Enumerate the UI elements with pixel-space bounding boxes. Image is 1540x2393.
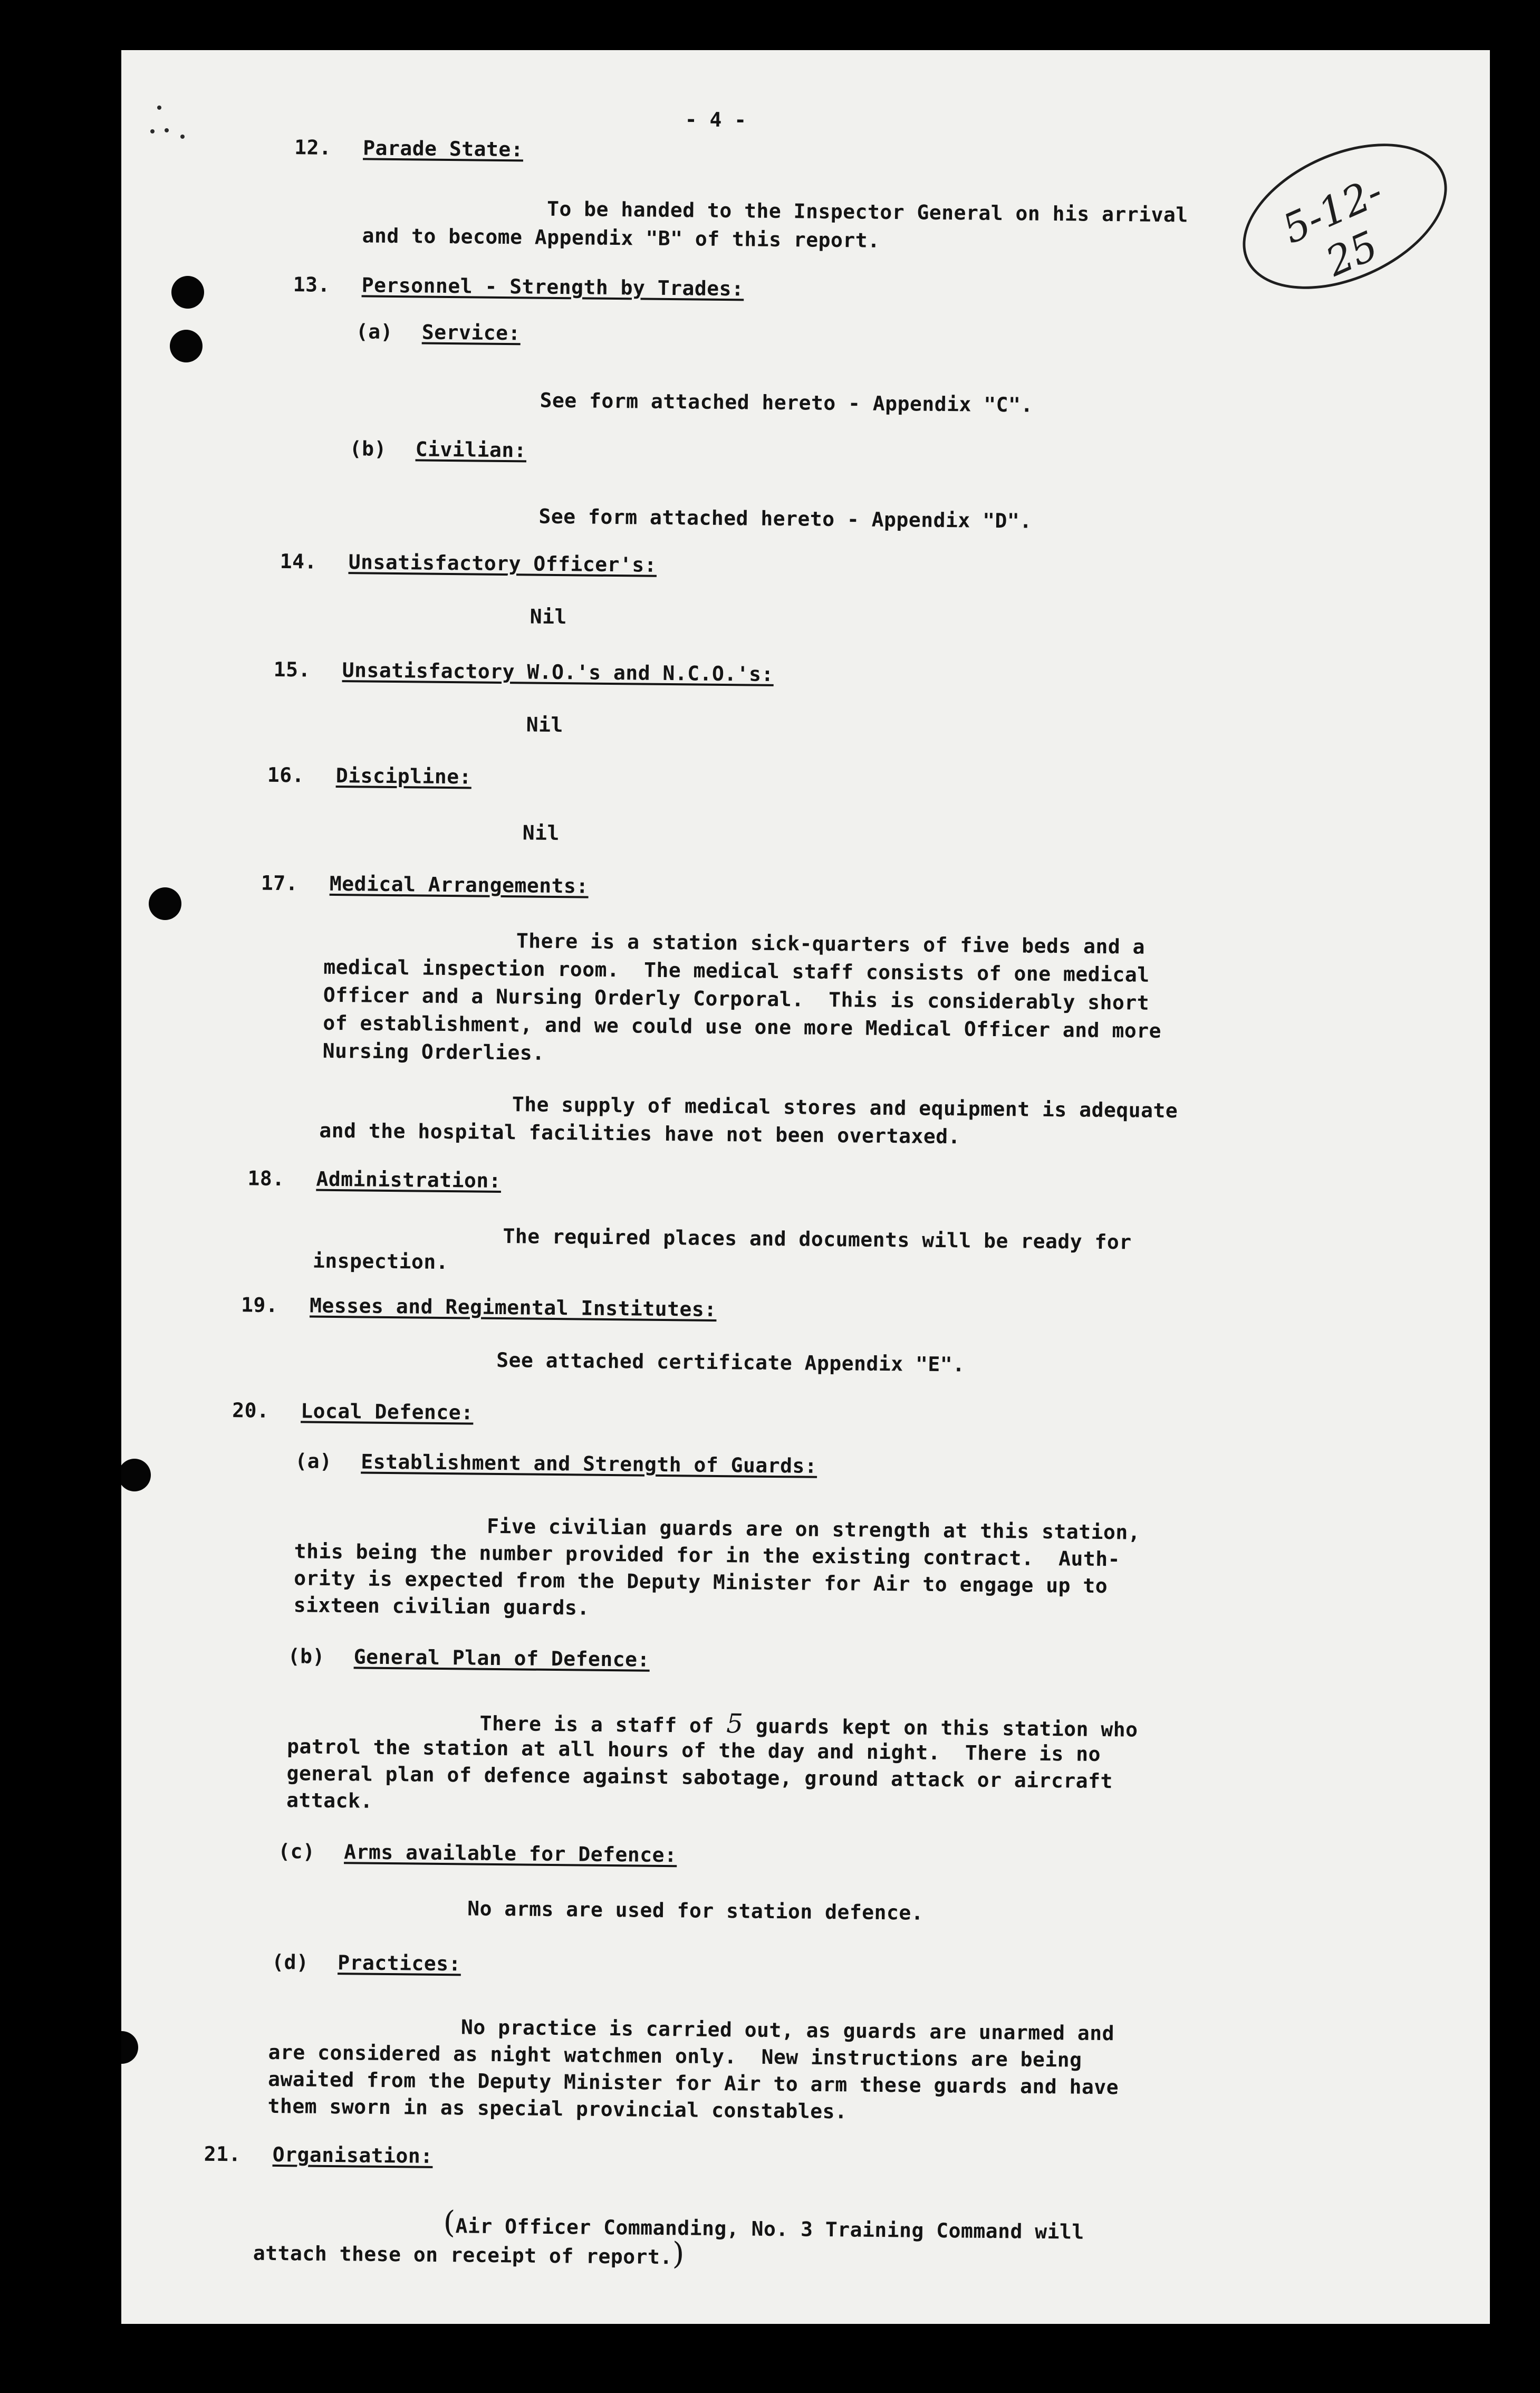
section-16-title: Discipline:: [335, 763, 472, 789]
section-20d-line-2: are considered as night watchmen only. New instructions are being: [268, 2040, 1082, 2072]
section-15-text: Nil: [526, 713, 564, 737]
handwritten-close-paren: ): [672, 2235, 685, 2272]
page-number: - 4 -: [685, 108, 747, 132]
section-20d-label: (d): [272, 1950, 309, 1974]
section-20c-text: No arms are used for station defence.: [467, 1897, 924, 1925]
section-12-number: 12.: [294, 136, 332, 159]
section-17-p1-line-5: Nursing Orderlies.: [322, 1039, 545, 1065]
section-17-p1-line-4: of establishment, and we could use one more Medical Officer and more: [323, 1011, 1162, 1043]
section-13a-title: Service:: [421, 320, 521, 345]
section-17-p2-line-2: and the hospital facilities have not been overtaxed.: [319, 1118, 961, 1148]
section-20b-line-1-pre: There is a staff of: [479, 1711, 727, 1738]
section-20a-line-2: this being the number provided for in the existing contract. Auth-: [294, 1539, 1121, 1571]
section-20b-title: General Plan of Defence:: [353, 1645, 650, 1671]
typed-text-layer: [121, 50, 1490, 2324]
section-21-line-2-text: attach these on receipt of report.: [253, 2241, 672, 2269]
section-19-number: 19.: [240, 1293, 278, 1317]
section-17-title: Medical Arrangements:: [329, 872, 589, 898]
handwritten-guard-count: 5: [726, 1708, 744, 1739]
section-12-line-2: and to become Appendix "B" of this report.: [362, 224, 880, 252]
section-20a-line-3: ority is expected from the Deputy Minister for Air to engage up to: [294, 1566, 1108, 1598]
section-18-line-1: The required places and documents will be ready for: [503, 1224, 1132, 1254]
section-13b-label: (b): [349, 437, 387, 461]
section-20b-label: (b): [287, 1644, 325, 1668]
section-14-title: Unsatisfactory Officer's:: [348, 550, 657, 577]
section-14-number: 14.: [280, 549, 317, 573]
section-18-number: 18.: [247, 1166, 285, 1191]
section-12-line-1: To be handed to the Inspector General on his arrival: [546, 197, 1188, 227]
section-17-p1-line-1: There is a station sick-quarters of five beds and a: [516, 929, 1146, 959]
section-16-text: Nil: [522, 821, 560, 845]
section-20-title: Local Defence:: [301, 1399, 474, 1424]
section-15-title: Unsatisfactory W.O.'s and N.C.O.'s:: [342, 658, 774, 686]
section-21-number: 21.: [204, 2142, 242, 2166]
section-20b-line-3: general plan of defence against sabotage, ground attack or aircraft: [286, 1762, 1113, 1793]
section-14-text: Nil: [530, 605, 567, 629]
section-18-line-2: inspection.: [312, 1249, 449, 1274]
section-21-line-2: [253, 2233, 685, 2274]
document-page: [121, 50, 1490, 2324]
section-20b-line-2: patrol the station at all hours of the day and night. There is no: [286, 1735, 1101, 1766]
section-20a-title: Establishment and Strength of Guards:: [361, 1450, 817, 1478]
section-20c-label: (c): [278, 1840, 315, 1863]
section-20a-line-4: sixteen civilian guards.: [293, 1593, 590, 1620]
section-13-number: 13.: [293, 273, 331, 296]
section-21-line-1-text: Air Officer Commanding, No. 3 Training Command will: [455, 2214, 1085, 2244]
section-13b-title: Civilian:: [415, 437, 527, 462]
section-20d-line-4: them sworn in as special provincial constables.: [267, 2094, 848, 2123]
section-19-text: See attached certificate Appendix "E".: [496, 1348, 965, 1376]
section-13-title: Personnel - Strength by Trades:: [361, 273, 744, 301]
section-20-number: 20.: [232, 1399, 270, 1422]
handwritten-stamp-text: 5-12-25: [1275, 167, 1390, 285]
section-13a-label: (a): [355, 320, 393, 343]
section-17-number: 17.: [261, 871, 299, 895]
section-20d-line-3: awaited from the Deputy Minister for Air to arm these guards and have: [267, 2067, 1119, 2099]
handwritten-open-paren: (: [443, 2204, 456, 2241]
section-20a-label: (a): [295, 1449, 332, 1473]
section-13a-text: See form attached hereto - Appendix "C".: [540, 388, 1033, 417]
section-18-title: Administration:: [316, 1167, 502, 1193]
section-13b-text: See form attached hereto - Appendix "D".: [538, 504, 1032, 533]
section-20b-line-4: attack.: [286, 1788, 373, 1813]
section-17-p1-line-3: Officer and a Nursing Orderly Corporal. This is considerably short: [323, 983, 1150, 1014]
section-20d-title: Practices:: [338, 1951, 461, 1976]
section-20c-title: Arms available for Defence:: [344, 1840, 677, 1867]
section-16-number: 16.: [267, 763, 305, 787]
section-20a-line-1: Five civilian guards are on strength at this station,: [486, 1514, 1141, 1544]
section-17-p2-line-1: The supply of medical stores and equipment is adequate: [512, 1093, 1178, 1123]
section-20b-line-1-post: guards kept on this station who: [743, 1714, 1138, 1741]
section-19-title: Messes and Regimental Institutes:: [309, 1294, 717, 1321]
section-21-title: Organisation:: [272, 2142, 433, 2168]
section-17-p1-line-2: medical inspection room. The medical staff consists of one medical: [323, 955, 1150, 987]
section-12-title: Parade State:: [363, 136, 524, 161]
section-20d-line-1: No practice is carried out, as guards are unarmed and: [460, 2015, 1115, 2045]
section-15-number: 15.: [273, 657, 311, 682]
